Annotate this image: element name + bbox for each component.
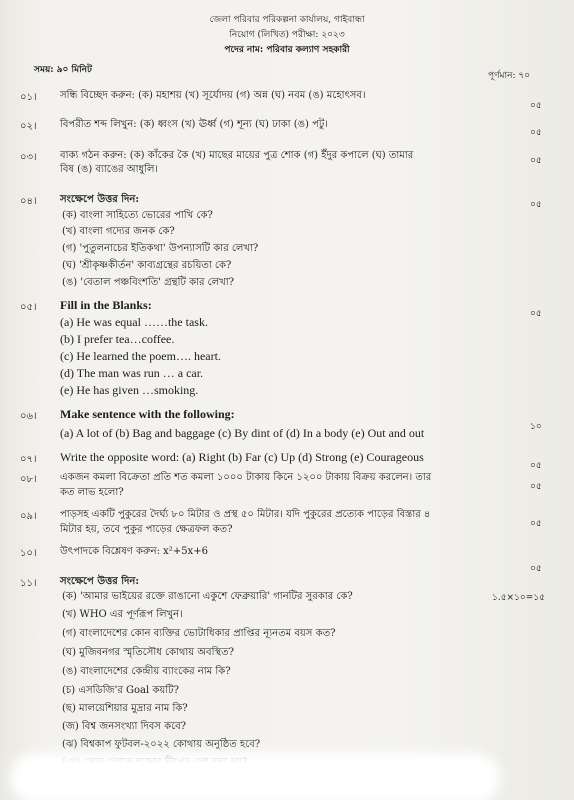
q6-title: Make sentence with the following: [60,407,235,421]
q1-mark: ০৫ [530,101,542,111]
q7-mark: ০৫ [530,461,542,471]
q11-item: (গ) বাংলাদেশের কোন ব্যক্তির ভোটাধিকার প্রাপ্তির ন্যূনতম বয়স কত? [62,628,336,639]
q11-item: (ঙ) বাংলাদেশের কেন্দ্রীয় ব্যাংকের নাম কি? [62,666,231,677]
q6-mark: ১০ [530,422,542,432]
q8-line2: কত লাভ হলো? [60,487,124,498]
q11-item: (জ) বিশ্ব জনসংখ্যা দিবস কবে? [62,721,187,732]
q7-number: ০৭। [20,454,37,465]
q4-mark: ০৫ [530,200,542,210]
exam-title: নিয়োগ (লিখিত) পরীক্ষা: ২০২৩ [229,30,345,40]
q5-item: (a) He was equal ……the task. [60,315,208,329]
q9-line1: পাড়সহ একটি পুকুরের দৈর্ঘ্য ৮০ মিটার ও প্রস্থ ৫০ মিটার। যদি পুকুরের প্রত্যেক পাড়ের বিস্তার ৪ [60,509,431,520]
q4-item: (ক) বাংলা সাহিত্যে ভোরের পাখি কে? [62,210,213,221]
q5-title: Fill in the Blanks: [60,298,152,312]
q8-mark: ০৫ [530,482,542,492]
q4-item: (ঘ) 'শ্রীকৃষ্ণকীর্তন' কাব্যগ্রন্থের রচয়িতা কে? [62,260,232,271]
exam-time: সময়: ৯০ মিনিট [34,65,92,75]
q9-mark: ০৫ [530,519,542,529]
q4-item: (গ) 'পুতুলনাচের ইতিকথা' উপন্যাসটি কার লেখা? [62,243,259,254]
q11-item: (ঘ) মুজিবনগর স্মৃতিসৌধ কোথায় অবস্থিত? [62,647,234,658]
q11-number: ১১। [20,578,37,589]
q1-number: ০১। [20,92,37,103]
q2-mark: ০৫ [530,128,542,138]
q7-text: Write the opposite word: (a) Right (b) Far (c) Up (d) Strong (e) Courageous [60,450,424,464]
q5-item: (d) The man was run … a car. [60,366,204,380]
full-marks: পূর্ণমান: ৭০ [488,71,531,81]
q4-title: সংক্ষেপে উত্তর দিন: [60,194,140,205]
q9-line2: মিটার হয়, তবে পুকুর পাড়ের ক্ষেত্রফল কত? [60,524,233,535]
post-name: পদের নাম: পরিবার কল্যাণ সহকারী [224,45,350,55]
q10-number: ১০। [20,548,37,559]
q5-number: ০৫। [20,302,37,313]
q3-line2: বিষ (ঙ) ব্যাঙের আধুলি। [60,164,158,175]
q5-item: (e) He has given …smoking. [60,383,199,397]
q9-number: ০৯। [20,511,37,522]
q3-line1: বাক্য গঠন করুন: (ক) কাঁকের কৈ (খ) মাছের মায়ের পুত্র শোক (গ) ইঁদুর কপালে (ঘ) তামার [60,150,414,161]
q2-text: বিপরীত শব্দ লিখুন: (ক) ধ্বংস (খ) ঊর্ধ্ব (গ) শূন্য (ঘ) ঢাকা (ঙ) পটু। [60,119,328,130]
office-name: জেলা পরিবার পরিকল্পনা কার্যালয়, গাইবান্ধা [209,15,365,25]
q8-line1: একজন কমলা বিক্রেতা প্রতি শত কমলা ১০০০ টাকায় কিনে ১২০০ টাকায় বিক্রয় করলেন। তার [60,472,432,483]
q11-item: (চ) এসডিজি'র Goal কয়টি? [62,685,179,696]
q5-mark: ০৫ [530,309,542,319]
q10-mark: ০৫ [530,564,542,574]
blurred-overlay [20,763,490,793]
q8-number: ০৮। [20,474,37,485]
q1-text: সন্ধি বিচ্ছেদ করুন: (ক) মহাশয় (খ) সূর্যোদয় (গ) অন্ন (ঘ) নবম (ঙ) মহোৎসব। [60,90,366,101]
q3-mark: ০৫ [530,156,542,166]
q4-number: ০৪। [20,196,37,207]
q5-item: (b) I prefer tea…coffee. [60,332,175,346]
q4-item: (ঙ) 'বেতাল পঞ্চবিংশতি' গ্রন্থটি কার লেখা? [62,277,234,288]
q6-line: (a) A lot of (b) Bag and baggage (c) By dint of (d) In a body (e) Out and out [60,426,425,440]
q11-item: (খ) WHO এর পূর্ণরূপ লিখুন। [62,609,183,620]
q2-number: ০২। [20,121,37,132]
q10-text: উৎপাদকে বিশ্লেষণ করুন: x²+5x+6 [60,546,208,557]
q4-item: (খ) বাংলা গদ্যের জনক কে? [62,226,175,237]
q3-number: ০৩। [20,152,37,163]
q11-item: (ছ) মালয়েশিয়ার মুদ্রার নাম কি? [62,703,188,714]
q11-mark: ১.৫×১০=১৫ [492,593,545,603]
q11-title: সংক্ষেপে উত্তর দিন: [60,576,140,587]
q5-item: (c) He learned the poem…. heart. [60,349,221,363]
q6-number: ০৬। [20,411,37,422]
q11-item: (ঝ) বিশ্বকাপ ফুটবল-২০২২ কোথায় অনুষ্ঠিত হবে? [62,739,261,750]
q11-item: (ক) 'আমার ভাইয়ের রক্তে রাঙানো একুশে ফেব্রুয়ারি' গানটির সুরকার কে? [62,591,353,602]
